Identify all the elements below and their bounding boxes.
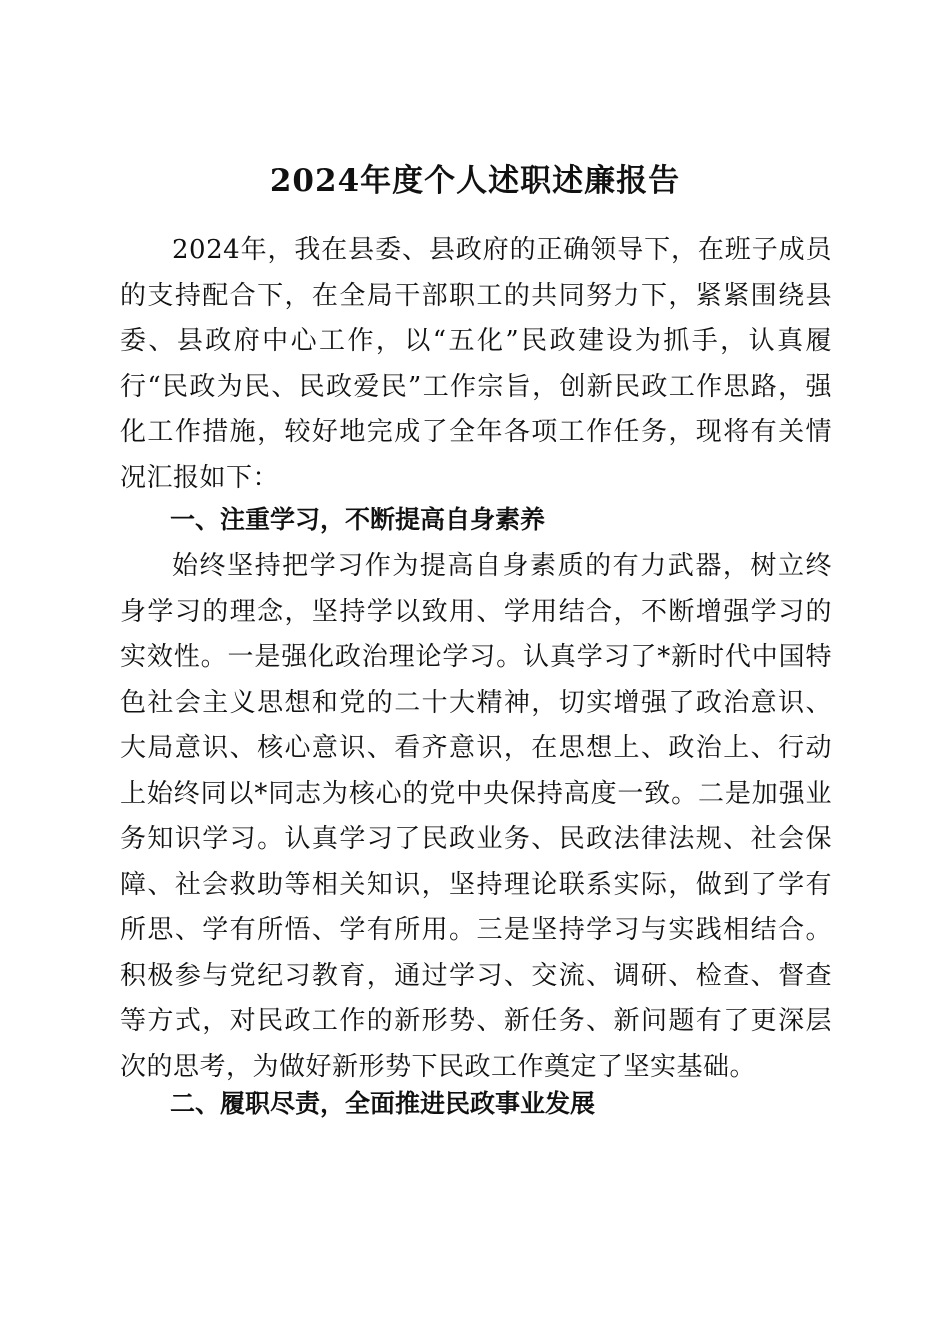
section-heading-2: 二、履职尽责，全面推进民政事业发展 (170, 1089, 596, 1118)
section-1-paragraph: 始终坚持把学习作为提高自身素质的有力武器，树立终身学习的理念，坚持学以致用、学用结合，不断增强学习的实效性。一是强化政治理论学习。认真学习了*新时代中国特色社会主义思想和党的二十大精神，切实增强了政治意识、大局意识、核心意识、看齐意识，在思想上、政治上、行动上始终同以*同志为核心的党中央保持高度一致。二是加强业务知识学习。认真学习了民政业务、民政法律法规、社会保障、社会救助等相关知识，坚持理论联系实际，做到了学有所思、学有所悟、学有所用。三是坚持学习与实践相结合。积极参与党纪习教育，通过学习、交流、调研、检查、督查等方式，对民政工作的新形势、新任务、新问题有了更深层次的思考，为做好新形势下民政工作奠定了坚实基础。 (120, 551, 832, 1082)
intro-paragraph: 2024年，我在县委、县政府的正确领导下，在班子成员的支持配合下，在全局干部职工的共同努力下，紧紧围绕县委、县政府中心工作，以“五化”民政建设为抓手，认真履行“民政为民、民政爱民”工作宗旨，创新民政工作思路，强化工作措施，较好地完成了全年各项工作任务，现将有关情况汇报如下： (120, 235, 832, 493)
document-title: 2024年度个人述职述廉报告 (269, 162, 681, 199)
section-heading-1: 一、注重学习，不断提高自身素养 (170, 505, 546, 534)
